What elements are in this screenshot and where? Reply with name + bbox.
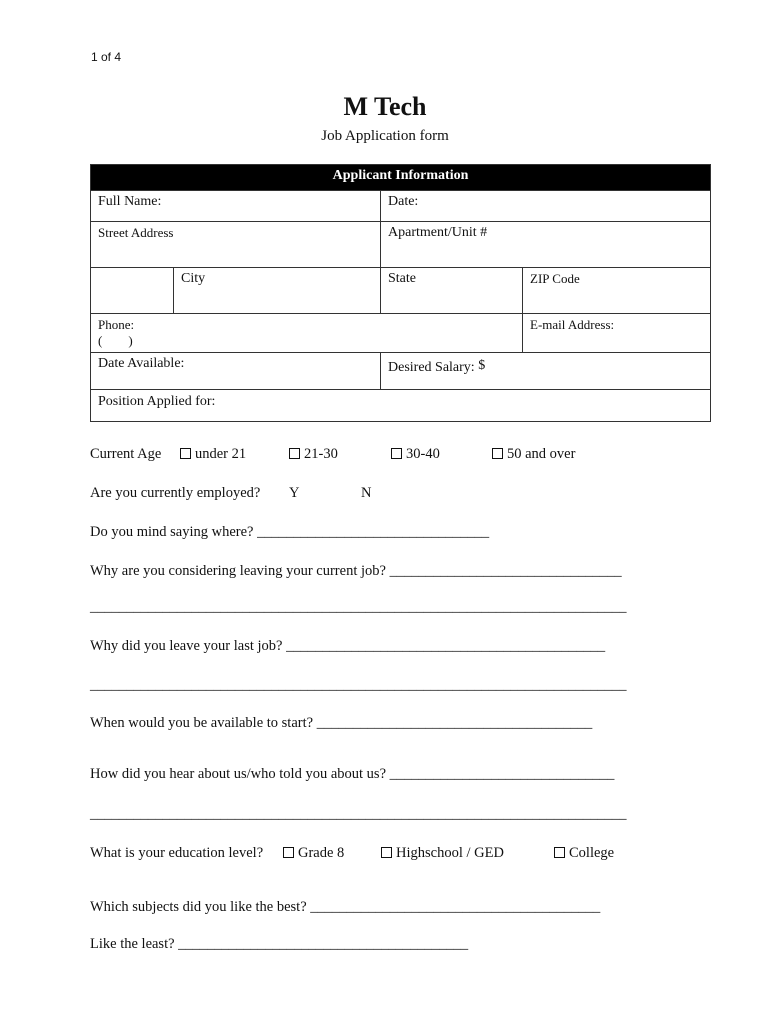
age-label: Current Age — [90, 446, 162, 462]
state-label: State — [388, 271, 416, 286]
city-label: City — [181, 271, 206, 286]
employed-yes-option[interactable]: Y — [289, 485, 300, 501]
position-field[interactable] — [91, 390, 711, 422]
age-question — [90, 446, 161, 463]
subjects-best-question[interactable]: Which subjects did you like the best? ________________________________________ — [90, 899, 601, 915]
zip-label: ZIP Code — [530, 271, 580, 286]
email-label: E-mail Address: — [530, 317, 615, 332]
desired-salary-label: Desired Salary: — [388, 360, 475, 375]
age-option-21-30[interactable]: 21-30 — [289, 446, 338, 463]
date-available-field[interactable] — [91, 353, 381, 390]
form-subtitle: Job Application form — [321, 128, 449, 144]
date-label: Date: — [388, 194, 419, 209]
salary-dollar-sign: $ — [478, 358, 486, 373]
age-option-under-21[interactable]: under 21 — [180, 446, 246, 463]
desired-salary-field[interactable] — [381, 353, 711, 390]
hear-answer-line[interactable]: __________________________________________________________________________ — [90, 806, 627, 822]
age-option-50-over[interactable]: 50 and over — [492, 446, 575, 463]
education-option-grade-8[interactable]: Grade 8 — [283, 845, 344, 862]
city-field[interactable] — [174, 268, 381, 314]
apartment-label: Apartment/Unit # — [388, 225, 488, 240]
street-address-field[interactable] — [91, 222, 381, 268]
apartment-field[interactable] — [381, 222, 711, 268]
age-option-30-40[interactable]: 30-40 — [391, 446, 440, 463]
section-header: Applicant Information — [91, 165, 711, 191]
state-field[interactable] — [381, 268, 523, 314]
position-label: Position Applied for: — [98, 394, 216, 409]
phone-area-code: ( ) — [98, 333, 133, 348]
why-left-answer-line[interactable]: __________________________________________________________________________ — [90, 677, 627, 693]
email-field[interactable] — [523, 314, 711, 353]
where-question[interactable]: Do you mind saying where? ________________________________ — [90, 524, 490, 540]
address-blank-cell[interactable] — [91, 268, 174, 314]
street-address-label: Street Address — [98, 225, 174, 240]
education-option-highschool[interactable]: Highschool / GED — [381, 845, 504, 862]
why-leaving-question[interactable]: Why are you considering leaving your current job? ________________________________ — [90, 563, 622, 579]
applicant-info-table — [90, 164, 711, 422]
date-field[interactable] — [381, 191, 711, 222]
checkbox-icon[interactable] — [391, 448, 402, 459]
employed-question: Are you currently employed? — [90, 485, 261, 501]
why-leaving-answer-line[interactable]: __________________________________________________________________________ — [90, 599, 627, 615]
checkbox-icon[interactable] — [381, 847, 392, 858]
company-title: M Tech — [343, 92, 427, 121]
available-question[interactable]: When would you be available to start? ______________________________________ — [90, 715, 593, 731]
checkbox-icon[interactable] — [283, 847, 294, 858]
education-question: What is your education level? — [90, 845, 264, 861]
education-option-college[interactable]: College — [554, 845, 614, 862]
phone-field[interactable] — [91, 314, 523, 353]
checkbox-icon[interactable] — [289, 448, 300, 459]
full-name-field[interactable] — [91, 191, 381, 222]
checkbox-icon[interactable] — [180, 448, 191, 459]
full-name-label: Full Name: — [98, 194, 162, 209]
why-left-question[interactable]: Why did you leave your last job? ____________________________________________ — [90, 638, 606, 654]
page-number: 1 of 4 — [91, 50, 122, 64]
phone-label: Phone: — [98, 317, 135, 332]
date-available-label: Date Available: — [98, 356, 185, 371]
zip-field[interactable] — [523, 268, 711, 314]
checkbox-icon[interactable] — [554, 847, 565, 858]
like-least-question[interactable]: Like the least? ________________________________________ — [90, 936, 469, 952]
employed-no-option[interactable]: N — [361, 485, 372, 501]
hear-question[interactable]: How did you hear about us/who told you about us? _______________________________ — [90, 766, 615, 782]
checkbox-icon[interactable] — [492, 448, 503, 459]
